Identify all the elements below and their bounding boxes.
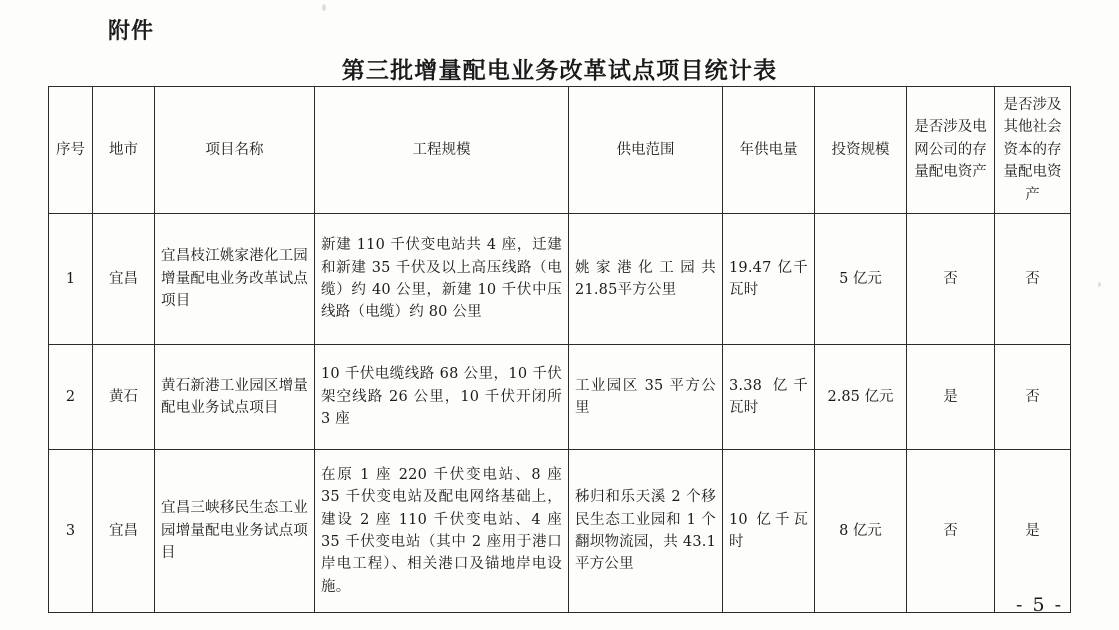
cell-other-assets: 是 <box>995 450 1071 613</box>
cell-city: 黄石 <box>93 345 155 450</box>
cell-other-assets: 否 <box>995 214 1071 345</box>
statistics-table <box>48 86 1071 613</box>
cell-supply-range: 秭归和乐天溪 2 个移民生态工业园和 1 个翻坝物流园，共 43.1 平方公里 <box>569 450 723 613</box>
column-header-supply-range: 供电范围 <box>569 87 723 214</box>
column-header-project-scale: 工程规模 <box>315 87 569 214</box>
cell-grid-assets: 是 <box>907 345 995 450</box>
column-header-project-name: 项目名称 <box>155 87 315 214</box>
table-row <box>49 214 1071 345</box>
cell-investment: 8 亿元 <box>815 450 907 613</box>
cell-project-scale: 10 千伏电缆线路 68 公里，10 千伏架空线路 26 公里，10 千伏开闭所 3 座 <box>315 345 569 450</box>
table-body <box>49 214 1071 613</box>
cell-grid-assets: 否 <box>907 450 995 613</box>
page-title: 第三批增量配电业务改革试点项目统计表 <box>341 57 778 84</box>
table-row <box>49 345 1071 450</box>
cell-supply-range: 工业园区 35 平方公里 <box>569 345 723 450</box>
scan-speck <box>322 4 326 11</box>
table-row <box>49 450 1071 613</box>
column-header-other-assets: 是否涉及其他社会资本的存量配电资产 <box>995 87 1071 214</box>
cell-project-scale: 在原 1 座 220 千伏变电站、8 座 35 千伏变电站及配电网络基础上，建设 2 座 110 千伏变电站、4 座 35 千伏变电站（其中 2 座用于港口岸电工程）、相关港口及锚地岸电设施。 <box>315 450 569 613</box>
cell-project-name: 宜昌枝江姚家港化工园增量配电业务改革试点项目 <box>155 214 315 345</box>
cell-seq: 1 <box>49 214 93 345</box>
column-header-city: 地市 <box>93 87 155 214</box>
cell-annual-power: 19.47 亿千瓦时 <box>723 214 815 345</box>
cell-city: 宜昌 <box>93 450 155 613</box>
column-header-seq: 序号 <box>49 87 93 214</box>
column-header-annual-power: 年供电量 <box>723 87 815 214</box>
cell-investment: 5 亿元 <box>815 214 907 345</box>
cell-project-name: 黄石新港工业园区增量配电业务试点项目 <box>155 345 315 450</box>
scan-speck <box>1098 282 1101 287</box>
cell-supply-range: 姚家港化工园共21.85平方公里 <box>569 214 723 345</box>
cell-seq: 2 <box>49 345 93 450</box>
cell-grid-assets: 否 <box>907 214 995 345</box>
page-number: - 5 - <box>1015 594 1063 616</box>
cell-annual-power: 10 亿千瓦时 <box>723 450 815 613</box>
column-header-investment: 投资规模 <box>815 87 907 214</box>
attachment-label: 附件 <box>108 18 155 44</box>
statistics-table-container <box>48 86 1070 613</box>
cell-investment: 2.85 亿元 <box>815 345 907 450</box>
cell-other-assets: 否 <box>995 345 1071 450</box>
cell-annual-power: 3.38 亿千瓦时 <box>723 345 815 450</box>
column-header-grid-assets: 是否涉及电网公司的存量配电资产 <box>907 87 995 214</box>
cell-project-name: 宜昌三峡移民生态工业园增量配电业务试点项目 <box>155 450 315 613</box>
cell-city: 宜昌 <box>93 214 155 345</box>
cell-project-scale: 新建 110 千伏变电站共 4 座，迁建和新建 35 千伏及以上高压线路（电缆）约 40 公里，新建 10 千伏中压线路（电缆）约 80 公里 <box>315 214 569 345</box>
table-header <box>49 87 1071 214</box>
cell-seq: 3 <box>49 450 93 613</box>
table-header-row <box>49 87 1071 214</box>
